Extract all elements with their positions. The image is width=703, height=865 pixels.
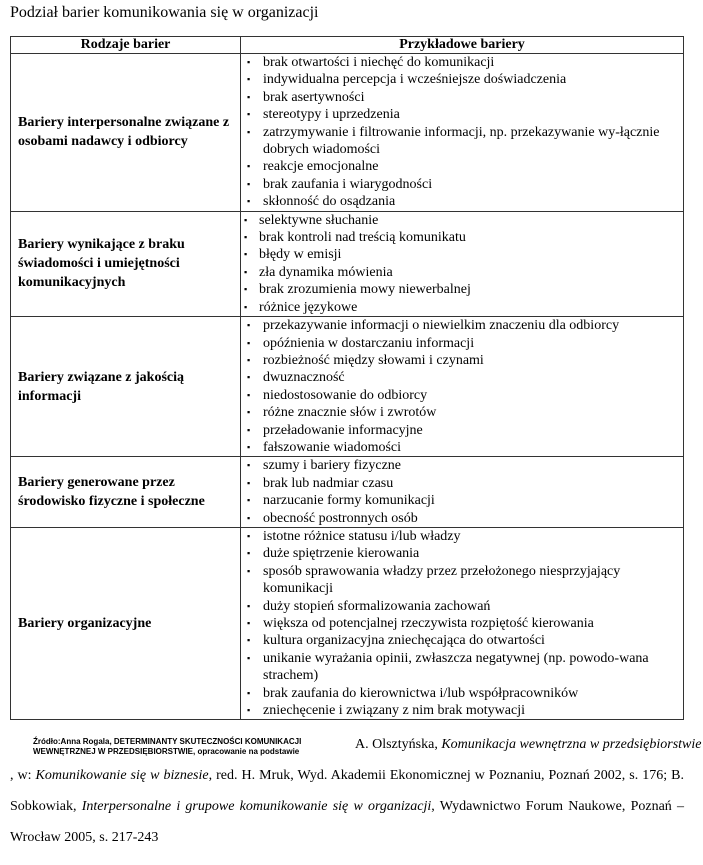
list-item (241, 422, 677, 439)
barrier-examples (241, 54, 684, 212)
table-row (11, 54, 684, 212)
list-item (241, 352, 677, 369)
list-item-text: istotne różnice statusu i/lub władzy (263, 528, 461, 544)
list-item (241, 193, 677, 210)
list-item (241, 598, 677, 615)
bullet-icon: ▪ (244, 232, 248, 243)
list-item (241, 71, 677, 88)
bullet-icon: ▪ (247, 424, 251, 435)
list-item (241, 106, 677, 123)
list-item (241, 299, 677, 316)
list-item (241, 387, 677, 404)
bullet-icon: ▪ (244, 284, 248, 295)
barrier-category: Bariery interpersonalne związane z osobami nadawcy i odbiorcy (11, 54, 241, 212)
list-item (241, 317, 677, 334)
list-item-text: duże spiętrzenie kierowania (263, 546, 420, 562)
list-item (241, 439, 677, 456)
bullet-icon: ▪ (247, 178, 251, 189)
list-item (241, 264, 677, 281)
list-item (241, 545, 677, 562)
list-item-text: reakcje emocjonalne (263, 159, 379, 175)
barrier-examples (241, 317, 684, 457)
list-item-text: narzucanie formy komunikacji (263, 493, 435, 509)
table-row (11, 211, 684, 316)
bullet-icon: ▪ (244, 249, 248, 260)
bullet-icon: ▪ (247, 512, 251, 523)
list-item-text: brak zaufania do kierownictwa i/lub współpracowników (263, 685, 579, 701)
list-item (241, 335, 677, 352)
header-example-barriers: Przykładowe bariery (241, 37, 684, 54)
list-item-text: stereotypy i uprzedzenia (263, 107, 400, 123)
list-item-text: brak lub nadmiar czasu (263, 475, 394, 491)
barrier-category: Bariery wynikające z braku świadomości i umiejętności komunikacyjnych (11, 211, 241, 316)
list-item (241, 615, 677, 632)
barrier-list (241, 212, 683, 316)
list-item-text: dwuznaczność (263, 370, 345, 386)
list-item (241, 281, 677, 298)
table-header-row (11, 37, 684, 54)
list-item (241, 528, 677, 545)
bullet-icon: ▪ (247, 635, 251, 646)
list-item-text: brak asertywności (263, 89, 365, 105)
list-item-text: rozbieżność między słowami i czynami (263, 352, 484, 368)
list-item-text: selektywne słuchanie (259, 212, 379, 228)
bullet-icon: ▪ (247, 372, 251, 383)
list-item (241, 212, 677, 229)
list-item (241, 510, 677, 527)
table-row (11, 317, 684, 457)
bullet-icon: ▪ (247, 687, 251, 698)
bullet-icon: ▪ (247, 196, 251, 207)
list-item-text: duży stopień sformalizowania zachowań (263, 598, 491, 614)
list-item (241, 158, 677, 175)
bullet-icon: ▪ (247, 354, 251, 365)
bullet-icon: ▪ (244, 301, 248, 312)
list-item-text: różne znacznie słów i zwrotów (263, 405, 437, 421)
list-item-text: brak kontroli nad treścią komunikatu (259, 230, 466, 246)
barrier-examples (241, 211, 684, 316)
barrier-list (241, 54, 683, 211)
bullet-icon: ▪ (247, 441, 251, 452)
source-citation: , w: Komunikowanie się w biznesie, red. H. Mruk, Wyd. Akademii Ekonomicznej w Poznaniu, Poznań 2002, s. 176; B. Sobkowiak, Interpersonalne i grupowe komunikowanie się w organizacji, Wydawnictwo Forum Naukowe, Poznań – Wrocław 2005, s. 217-243 (10, 768, 685, 845)
bullet-icon: ▪ (247, 618, 251, 628)
bullet-icon: ▪ (244, 214, 248, 225)
list-item-text: kultura organizacyjna zniechęcająca do otwartości (263, 633, 545, 649)
list-item (241, 369, 677, 386)
bullet-icon: ▪ (247, 109, 251, 120)
list-item-text: szumy i bariery fizyczne (263, 458, 401, 474)
list-item-text: różnice językowe (259, 299, 358, 315)
bullet-icon: ▪ (247, 477, 251, 488)
list-item (241, 404, 677, 421)
bullet-icon: ▪ (247, 495, 251, 506)
table-row (11, 527, 684, 719)
list-item-text: zniechęcenie i związany z nim brak motywacji (263, 703, 525, 719)
list-item (241, 176, 677, 193)
barrier-category: Bariery generowane przez środowisko fizyczne i społeczne (11, 457, 241, 528)
bullet-icon: ▪ (247, 74, 251, 85)
list-item (241, 563, 677, 598)
page-title: Podział barier komunikowania się w organizacji (10, 4, 319, 21)
bullet-icon: ▪ (247, 407, 251, 418)
list-item-text: przeładowanie informacyjne (263, 422, 423, 438)
list-item-text: większa od potencjalnej rzeczywista rozpiętość kierowania (263, 616, 594, 631)
list-item-text: przekazywanie informacji o niewielkim znaczeniu dla odbiorcy (263, 318, 620, 334)
source-note-small: Źródło:Anna Rogala, DETERMINANTY SKUTECZNOŚCI KOMUNIKACJI WEWNĘTRZNEJ W PRZEDSIĘBIORSTWIE, opracowanie na podstawie (33, 737, 302, 756)
bullet-icon: ▪ (247, 389, 251, 400)
list-item-text: brak zrozumienia mowy niewerbalnej (259, 282, 471, 298)
list-item-text: niedostosowanie do odbiorcy (263, 387, 428, 403)
barrier-list (241, 528, 683, 719)
list-item (241, 632, 677, 649)
bullet-icon: ▪ (247, 652, 251, 663)
bullet-icon: ▪ (247, 126, 251, 137)
barrier-list (241, 317, 683, 456)
list-item-text: sposób sprawowania władzy przez przełożonego niesprzyjający komunikacji (263, 563, 621, 597)
bullet-icon: ▪ (247, 460, 251, 471)
bullet-icon: ▪ (247, 600, 251, 611)
list-item (241, 124, 677, 159)
bullet-icon: ▪ (247, 91, 251, 102)
list-item-text: błędy w emisji (259, 247, 342, 263)
bullet-icon: ▪ (247, 565, 251, 576)
bullet-icon: ▪ (247, 320, 251, 331)
list-item (241, 475, 677, 492)
list-item (241, 702, 677, 719)
list-item-text: brak zaufania i wiarygodności (263, 176, 433, 192)
source-citation-start: A. Olsztyńska, Komunikacja wewnętrzna w przedsiębiorstwie (355, 737, 702, 752)
list-item (241, 492, 677, 509)
header-barrier-types: Rodzaje barier (11, 37, 241, 54)
barrier-list (241, 457, 683, 527)
barrier-category: Bariery związane z jakością informacji (11, 317, 241, 457)
list-item (241, 650, 677, 685)
bullet-icon: ▪ (244, 266, 248, 277)
list-item-text: fałszowanie wiadomości (263, 439, 402, 455)
list-item (241, 54, 677, 71)
bullet-icon: ▪ (247, 57, 251, 67)
list-item (241, 457, 677, 474)
list-item-text: zła dynamika mówienia (259, 264, 393, 280)
list-item (241, 89, 677, 106)
table-row (11, 457, 684, 528)
barrier-examples (241, 527, 684, 719)
list-item-text: obecność postronnych osób (263, 510, 418, 526)
list-item-text: zatrzymywanie i filtrowanie informacji, np. przekazywanie wy-łącznie dobrych wiadomości (263, 124, 660, 158)
list-item-text: brak otwartości i niechęć do komunikacji (263, 55, 495, 70)
barrier-examples (241, 457, 684, 528)
list-item (241, 246, 677, 263)
bullet-icon: ▪ (247, 548, 251, 559)
list-item-text: unikanie wyrażania opinii, zwłaszcza negatywnej (np. powodo-wana strachem) (263, 650, 649, 684)
bullet-icon: ▪ (247, 705, 251, 716)
barrier-category: Bariery organizacyjne (11, 527, 241, 719)
list-item (241, 229, 677, 246)
bullet-icon: ▪ (247, 530, 251, 541)
list-item-text: skłonność do osądzania (263, 194, 396, 210)
list-item-text: opóźnienia w dostarczaniu informacji (263, 335, 475, 351)
barriers-table (10, 36, 684, 720)
bullet-icon: ▪ (247, 337, 251, 348)
list-item-text: indywidualna percepcja i wcześniejsze doświadczenia (263, 72, 567, 88)
list-item (241, 685, 677, 702)
bullet-icon: ▪ (247, 161, 251, 172)
